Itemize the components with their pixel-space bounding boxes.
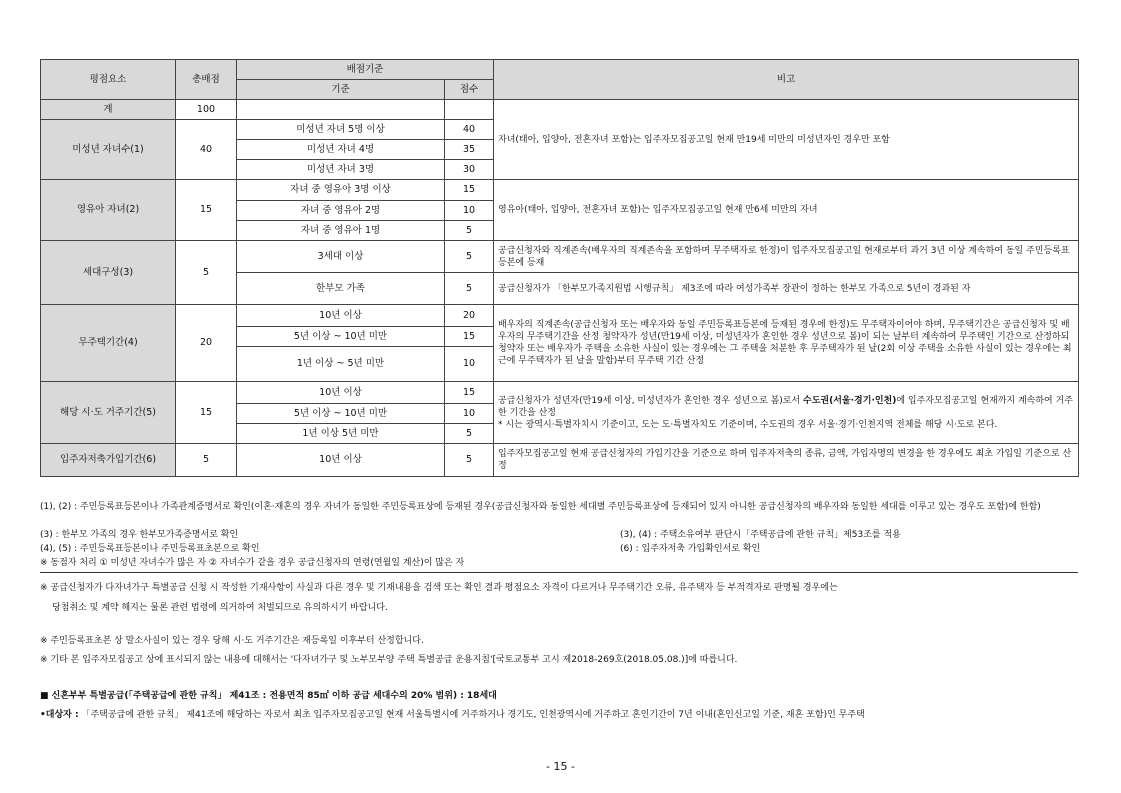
factor-household: 세대구성(3) [41,241,176,305]
criteria-cell: 3세대 이상 [237,241,445,273]
score-cell: 35 [445,140,494,160]
note-savings-period: 입주자모집공고일 현재 공급신청자의 가입기간을 기준으로 하며 입주자저축의 종류, 금액, 가입자명의 변경을 한 경우에도 최초 가입일 기준으로 산정 [494,444,1079,477]
score-cell: 5 [445,444,494,477]
target-label: •대상자 : [40,710,79,720]
factor-homeless-period: 무주택기간(4) [41,305,176,382]
criteria-cell: 5년 이상 ~ 10년 미만 [237,327,445,347]
total-residence-period: 15 [176,382,237,444]
criteria-cell: 10년 이상 [237,382,445,404]
score-cell: 20 [445,305,494,327]
total-minor-children: 40 [176,120,237,180]
factor-residence-period: 해당 시·도 거주기간(5) [41,382,176,444]
section-target [40,707,1090,724]
note-residence-capital: 수도권(서울·경기·인천) [803,395,897,406]
header-criteria: 기준 [237,80,445,100]
score-cell: 40 [445,120,494,140]
footnote-3-text: (3), (4) : 주택소유여부 판단시「주택공급에 관한 규칙」제53조를 적용 [620,530,901,540]
score-cell: 10 [445,201,494,221]
note-residence-text-a: 공급신청자가 성년자(만19세 이상, 미성년자가 혼인한 경우 성년으로 봄)로서 [498,395,804,406]
score-cell: 15 [445,382,494,404]
notice-guideline: ※ 기타 본 입주자모집공고 상에 표시되지 않는 내용에 대해서는 '다자녀가구 및 노부모부양 주택 특별공급 운용지침'[국토교통부 고시 제2018-269호(2018.05.08.)]에 따릅니다. [40,655,738,665]
page-number: - 15 - [546,760,575,773]
footnote-2-text: (3) : 한부모 가족의 경우 한부모가족증명서로 확인 [40,530,239,540]
note-minor-children: 자녀(태아, 입양아, 전혼자녀 포함)는 입주자모집공고일 현재 만19세 미만의 미성년자인 경우만 포함 [494,100,1079,180]
criteria-cell: 자녀 중 영유아 3명 이상 [237,180,445,201]
total-infant-children: 15 [176,180,237,241]
sum-value: 100 [176,100,237,120]
criteria-cell: 5년 이상 ~ 10년 미만 [237,404,445,424]
factor-minor-children: 미성년 자녀수(1) [41,120,176,180]
criteria-cell: 10년 이상 [237,305,445,327]
criteria-cell: 미성년 자녀 4명 [237,140,445,160]
footnote-tiebreak: ※ 동점자 처리 ① 미성년 자녀수가 많은 자 ② 자녀수가 같을 경우 공급신청자의 연령(연월일 계산)이 많은 자 [40,558,465,568]
total-homeless-period: 20 [176,305,237,382]
notice-disqualify-line1: ※ 공급신청자가 다자녀가구 특별공급 신청 시 작성한 기재사항이 사실과 다른 경우 및 기재내용을 검색 또는 확인 결과 평점요소 자격이 다르거나 무주택기간 오류, 유주택자 등 부적격자로 판명될 경우에는 [40,583,838,593]
score-cell: 5 [445,241,494,273]
notice-disqualify-line2: 당첨취소 및 계약 해지는 물론 관련 법령에 의거하여 처벌되므로 유의하시기 바랍니다. [52,603,388,613]
scoring-table [40,59,1079,477]
criteria-cell: 1년 이상 ~ 5년 미만 [237,347,445,382]
score-cell: 10 [445,404,494,424]
footnote-1: (1), (2) : 주민등록표등본이나 가족관계증명서로 확인(이혼·재혼의 경우 자녀가 동일한 주민등록표상에 등재된 경우(공급신청자와 동일한 세대별 주민등록표상에 등재되어 있지 아니한 공급신청자의 배우자와 동일한 세대를 이루고 있는 경우도 포함)에 한함) [40,502,1041,512]
criteria-cell: 한부모 가족 [237,273,445,305]
criteria-cell: 미성년 자녀 3명 [237,160,445,180]
section-heading: ■ 신혼부부 특별공급(「주택공급에 관한 규칙」 제41조 : 전용면적 85㎡ 이하 공급 세대수의 20% 범위) : 18세대 [40,691,497,701]
note-homeless-period: 배우자의 직계존속(공급신청자 또는 배우자와 동일 주민등록표등본에 등재된 경우에 한정)도 무주택자이어야 하며, 무주택기간은 공급신청자 및 배우자의 무주택기간을 산정 청약자가 성년(만19세 이상, 미성년자가 혼인한 경우 성년으로 봄)이 되는 날부터 계속하여 무주택인 기간으로 산정하되 청약자 또는 배우자가 주택을 소유한 사실이 있는 경우에는 그 주택을 처분한 후 무주택자가 된 날(2회 이상 주택을 소유한 사실이 있는 경우에는 최근에 무주택자가 된 날을 말함)부터 무주택 기간 산정 [494,305,1079,382]
notice-residence: ※ 주민등록표초본 상 말소사실이 있는 경우 당해 시·도 거주기간은 재등록일 이후부터 산정합니다. [40,636,424,646]
footnote-5-text: (6) : 입주자저축 가입확인서로 확인 [620,544,761,554]
footnote-4-text: (4), (5) : 주민등록표등본이나 주민등록표초본으로 확인 [40,544,260,554]
total-household: 5 [176,241,237,305]
score-cell: 15 [445,327,494,347]
header-score: 점수 [445,80,494,100]
factor-infant-children: 영유아 자녀(2) [41,180,176,241]
footnote-2 [40,529,1078,542]
header-note: 비고 [494,60,1079,100]
header-total: 총배점 [176,60,237,100]
score-cell: 15 [445,180,494,201]
note-residence-period [494,382,1079,444]
note-single-parent: 공급신청자가 「한부모가족지원법 시행규칙」 제3조에 따라 여성가족부 장관이 정하는 한부모 가족으로 5년이 경과된 자 [494,273,1079,305]
criteria-cell: 10년 이상 [237,444,445,477]
score-cell: 5 [445,221,494,241]
note-residence-text-c: 에 입주자모집공고일 현재까지 계속하여 거주한 기간을 산정 [498,395,1073,418]
sum-label: 계 [41,100,176,120]
factor-savings-period: 입주자저축가입기간(6) [41,444,176,477]
note-infant-children: 영유아(태아, 입양아, 전혼자녀 포함)는 입주자모집공고일 현재 만6세 미만의 자녀 [494,180,1079,241]
target-text: 「주택공급에 관한 규칙」 제41조에 해당하는 자로서 최초 입주자모집공고일 현재 서울특별시에 거주하거나 경기도, 인천광역시에 거주하고 혼인기간이 7년 이내(혼인신고일 기준, 재혼 포함)인 무주택 [78,710,865,720]
score-cell: 5 [445,273,494,305]
criteria-cell: 자녀 중 영유아 1명 [237,221,445,241]
note-three-generations: 공급신청자와 직계존속(배우자의 직계존속을 포함하며 무주택자로 한정)이 입주자모집공고일 현재로부터 과거 3년 이상 계속하여 동일 주민등록표 등본에 등재 [494,241,1079,273]
header-factor: 평점요소 [41,60,176,100]
note-residence-text-d: * 시는 광역시·특별자치시 기준이고, 도는 도·특별자치도 기준이며, 수도권의 경우 서울·경기·인천지역 전체를 해당 시·도로 본다. [498,419,998,430]
total-savings-period: 5 [176,444,237,477]
header-basis: 배점기준 [237,60,494,80]
criteria-cell: 자녀 중 영유아 2명 [237,201,445,221]
divider [40,572,1078,573]
score-cell: 30 [445,160,494,180]
score-cell: 10 [445,347,494,382]
notice-disqualify [40,580,1090,617]
criteria-cell: 미성년 자녀 5명 이상 [237,120,445,140]
footnote-4 [40,543,1078,556]
score-cell: 5 [445,424,494,444]
criteria-cell: 1년 이상 5년 미만 [237,424,445,444]
